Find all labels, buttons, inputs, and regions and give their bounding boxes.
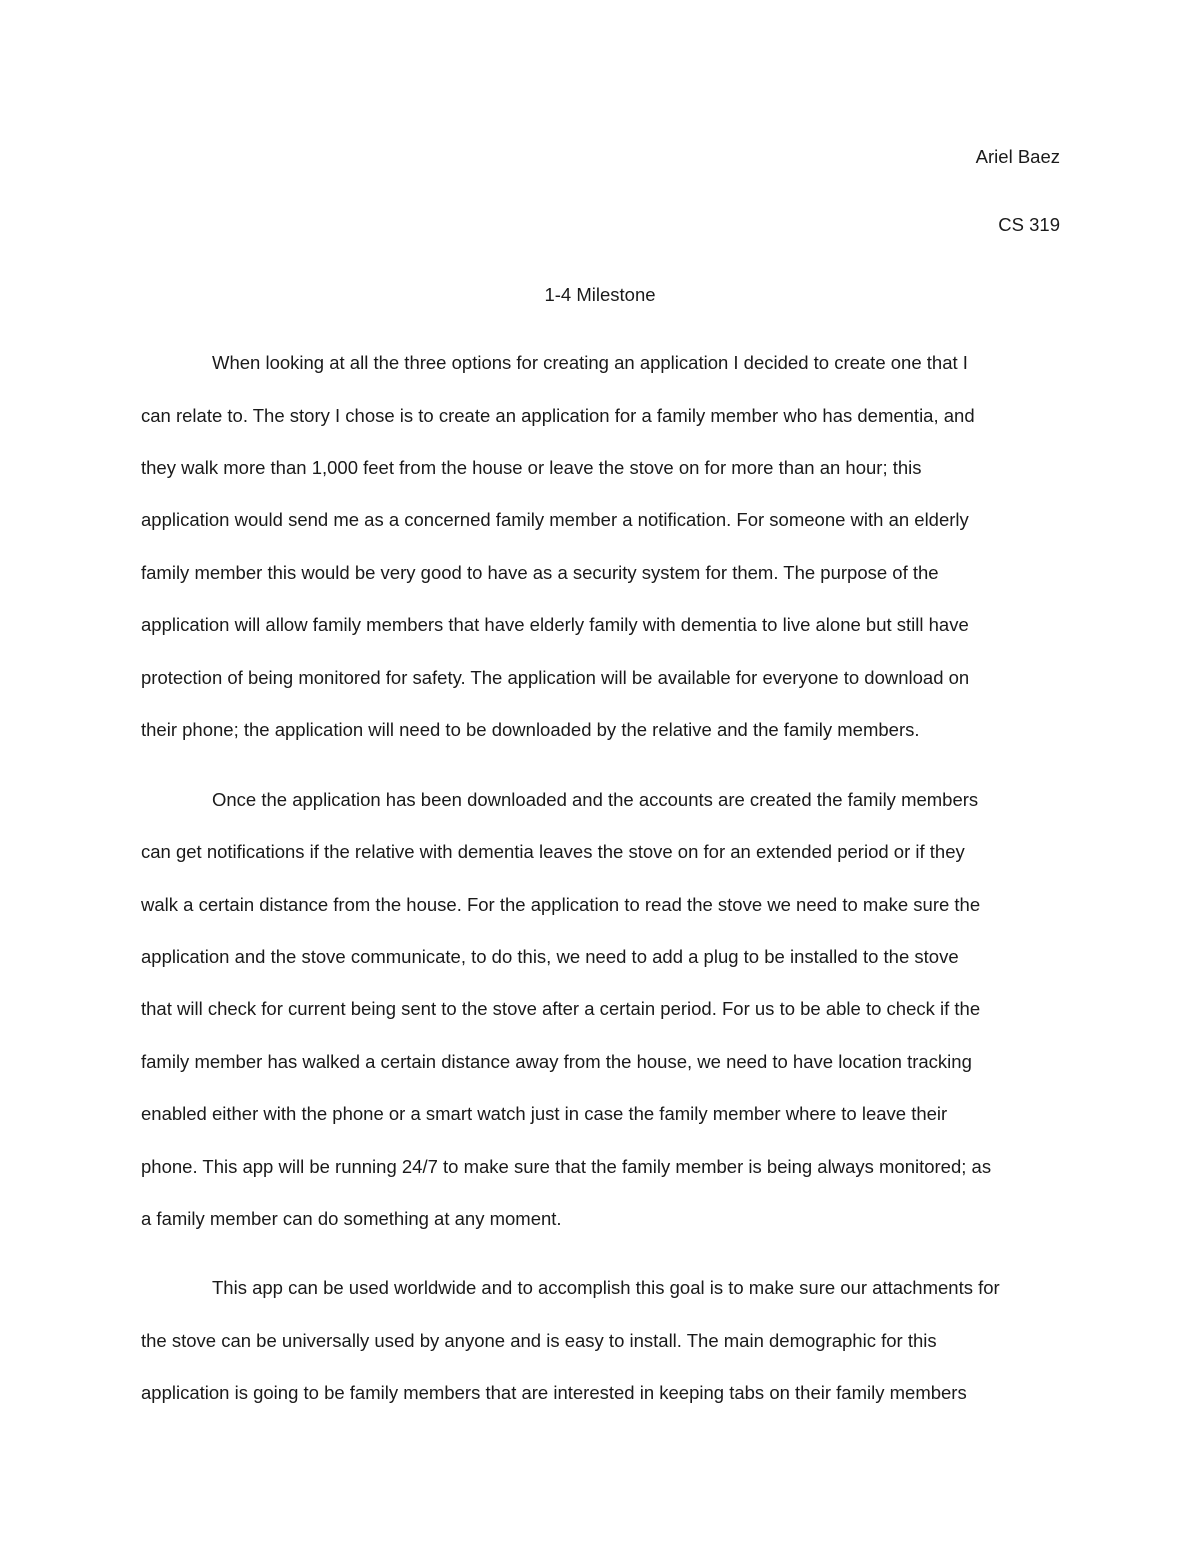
paragraph-line: phone. This app will be running 24/7 to make sure that the family member is being always monitored; as xyxy=(141,1156,992,1177)
paragraph-line: This app can be used worldwide and to accomplish this goal is to make sure our attachments for xyxy=(212,1277,1000,1298)
paragraph-line: can relate to. The story I chose is to create an application for a family member who has dementia, and xyxy=(141,405,975,426)
paragraph-line: application is going to be family members that are interested in keeping tabs on their family members xyxy=(141,1382,967,1403)
page-title: 1-4 Milestone xyxy=(544,284,656,305)
paragraph-line: a family member can do something at any moment. xyxy=(141,1208,562,1229)
paragraph-line: family member this would be very good to have as a security system for them. The purpose of the xyxy=(141,562,939,583)
paragraph-line: Once the application has been downloaded and the accounts are created the family members xyxy=(212,789,979,810)
paragraph-line: family member has walked a certain distance away from the house, we need to have location tracking xyxy=(141,1051,972,1072)
paragraph-line: their phone; the application will need to be downloaded by the relative and the family members. xyxy=(141,719,920,740)
paragraph-line: that will check for current being sent to the stove after a certain period. For us to be able to check if the xyxy=(141,998,981,1019)
paragraph-line: application would send me as a concerned family member a notification. For someone with an elderly xyxy=(141,509,969,530)
paragraph-line: application will allow family members that have elderly family with dementia to live alone but still have xyxy=(141,614,969,635)
paragraph-line: When looking at all the three options for creating an application I decided to create one that I xyxy=(212,352,968,373)
course-code: CS 319 xyxy=(998,214,1060,235)
author-name: Ariel Baez xyxy=(975,146,1060,167)
paragraph-line: application and the stove communicate, to do this, we need to add a plug to be installed to the stove xyxy=(141,946,959,967)
paragraph-line: enabled either with the phone or a smart watch just in case the family member where to leave their xyxy=(141,1103,948,1124)
paragraph-line: protection of being monitored for safety. The application will be available for everyone to download on xyxy=(141,667,970,688)
paragraph-line: walk a certain distance from the house. For the application to read the stove we need to make sure the xyxy=(141,894,981,915)
paragraph-line: the stove can be universally used by anyone and is easy to install. The main demographic for this xyxy=(141,1330,937,1351)
paragraph-line: they walk more than 1,000 feet from the house or leave the stove on for more than an hour; this xyxy=(141,457,922,478)
paragraph-line: can get notifications if the relative with dementia leaves the stove on for an extended period or if they xyxy=(141,841,965,862)
